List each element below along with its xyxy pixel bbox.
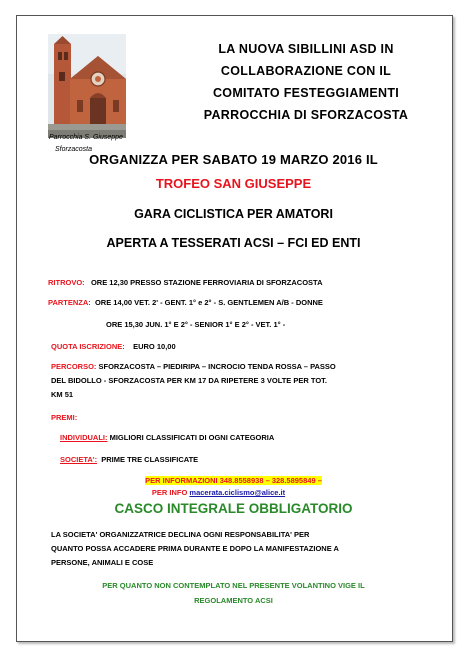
- partenza-value2: ORE 15,30 JUN. 1° E 2° - SENIOR 1° E 2° - VET. 1° -: [106, 320, 286, 329]
- footer-note: [16, 578, 451, 608]
- organizza-line: ORGANIZZA PER SABATO 19 MARZO 2016 IL: [89, 152, 378, 167]
- quota-value: EURO 10,00: [133, 342, 176, 351]
- percorso-label: PERCORSO:: [51, 362, 97, 371]
- disclaimer-line2: QUANTO POSSA ACCADERE PRIMA DURANTE E DOPO LA MANIFESTAZIONE A: [51, 544, 339, 553]
- individuali-label: INDIVIDUALI:: [60, 433, 108, 442]
- church-photo: [48, 34, 126, 138]
- quota-row: [51, 340, 176, 354]
- percorso-value2: DEL BIDOLLO - SFORZACOSTA PER KM 17 DA RIPETERE 3 VOLTE PER TOT.: [51, 376, 327, 385]
- heading-line2: COLLABORAZIONE CON IL: [220, 64, 392, 78]
- premi-label: PREMI:: [51, 413, 78, 422]
- disclaimer: [51, 528, 431, 570]
- caption-line2: Sforzacosta: [55, 146, 92, 153]
- quota-label: QUOTA ISCRIZIONE:: [51, 342, 125, 351]
- organizer-heading: [167, 38, 445, 126]
- contacts-block: [16, 475, 451, 499]
- gara-line: GARA CICLISTICA PER AMATORI: [134, 207, 333, 221]
- info-phone-line: PER INFORMAZIONI 348.8558938 – 328.5895849 –: [145, 476, 322, 485]
- trofeo-title: TROFEO SAN GIUSEPPE: [155, 176, 312, 191]
- ritrovo-value: ORE 12,30 PRESSO STAZIONE FERROVIARIA DI SFORZACOSTA: [90, 278, 323, 287]
- societa-row: [60, 453, 198, 467]
- partenza-label: PARTENZA:: [48, 298, 91, 307]
- aperta-line: APERTA A TESSERATI ACSI – FCI ED ENTI: [106, 236, 361, 250]
- ritrovo-row: [48, 276, 323, 290]
- heading-line1: LA NUOVA SIBILLINI ASD IN: [218, 42, 394, 56]
- disclaimer-line3: PERSONE, ANIMALI E COSE: [51, 558, 154, 567]
- disclaimer-line1: LA SOCIETA' ORGANIZZATRICE DECLINA OGNI RESPONSABILITA' PER: [51, 530, 310, 539]
- percorso-value1: SFORZACOSTA – PIEDIRIPA – INCROCIO TENDA ROSSA – PASSO: [98, 362, 336, 371]
- individuali-row: [60, 431, 274, 445]
- percorso-value3: KM 51: [51, 390, 74, 399]
- individuali-value: MIGLIORI CLASSIFICATI DI OGNI CATEGORIA: [109, 433, 275, 442]
- footer-line2: REGOLAMENTO ACSI: [194, 596, 273, 605]
- caption-line1: Parrocchia S. Giuseppe: [49, 134, 123, 141]
- footer-line1: PER QUANTO NON CONTEMPLATO NEL PRESENTE VOLANTINO VIGE IL: [102, 581, 365, 590]
- partenza-row: [48, 296, 323, 310]
- info-prefix: PER INFO: [151, 488, 188, 497]
- ritrovo-label: RITROVO:: [48, 278, 85, 287]
- casco-notice: CASCO INTEGRALE OBBLIGATORIO: [114, 501, 353, 516]
- societa-label: SOCIETA':: [60, 455, 98, 464]
- heading-line4: PARROCCHIA DI SFORZACOSTA: [203, 108, 409, 122]
- email-link[interactable]: macerata.ciclismo@alice.it: [189, 488, 286, 497]
- partenza-value: ORE 14,00 VET. 2' - GENT. 1° e 2° - S. GENTLEMEN A/B - DONNE: [94, 298, 323, 307]
- societa-value: PRIME TRE CLASSIFICATE: [101, 455, 199, 464]
- percorso-row: [51, 360, 423, 402]
- heading-line3: COMITATO FESTEGGIAMENTI: [212, 86, 400, 100]
